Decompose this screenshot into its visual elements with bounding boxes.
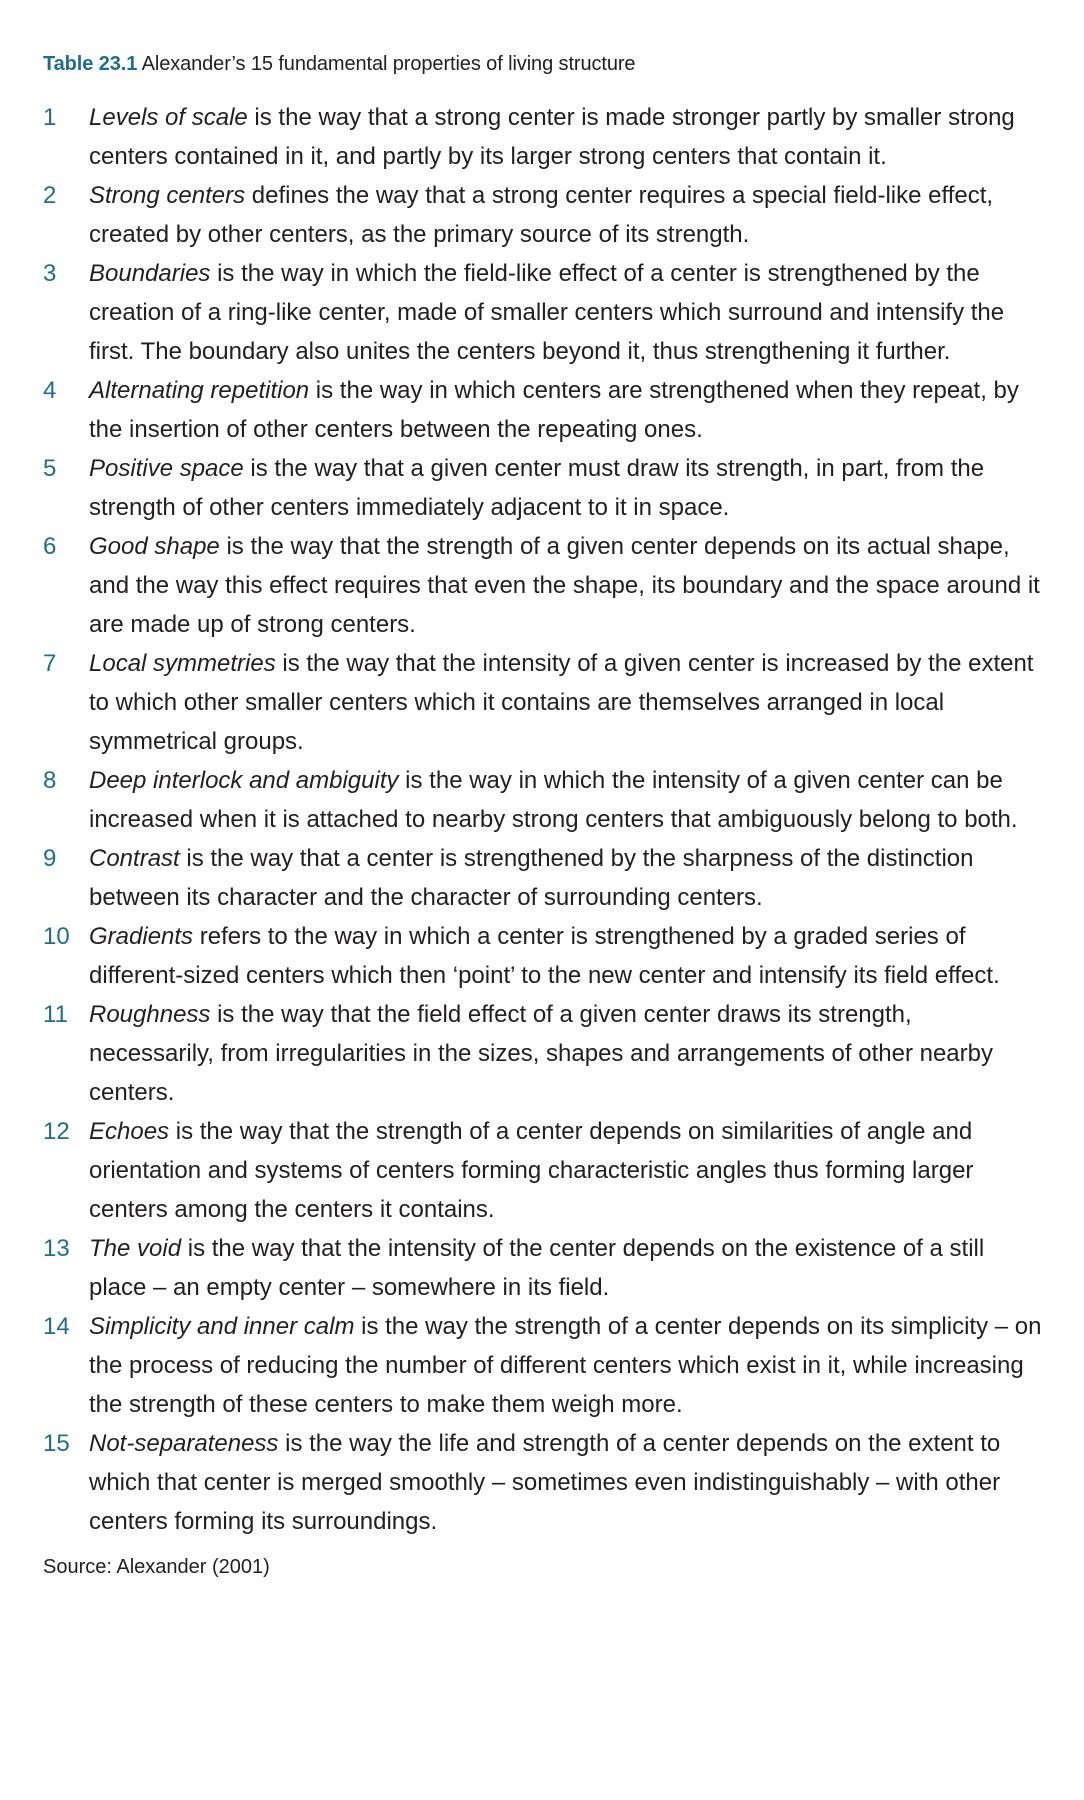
list-item	[43, 839, 1043, 917]
item-term: Boundaries	[89, 260, 211, 287]
item-description: is the way that the field effect of a given center draws its strength, necessarily, from irregularities in the sizes, shapes and arrangements of other nearby centers.	[89, 1001, 993, 1106]
item-term: Not-separateness	[89, 1430, 279, 1457]
item-term: Deep interlock and ambiguity	[89, 767, 399, 794]
list-item	[43, 1307, 1043, 1424]
list-item	[43, 527, 1043, 644]
item-term: Echoes	[89, 1118, 170, 1145]
item-description: is the way in which the field-like effect of a center is strengthened by the creation of a ring-like center, made of smaller centers which surround and intensify the first. The boundary also unites the centers beyond it, thus strengthening it further.	[89, 260, 1005, 365]
item-description: is the way that the intensity of the center depends on the existence of a still place – an empty center – somewhere in its field.	[89, 1235, 985, 1301]
item-text	[89, 176, 1043, 254]
item-term: Simplicity and inner calm	[89, 1313, 355, 1340]
table-source: Source: Alexander (2001)	[43, 1556, 270, 1578]
item-description: refers to the way in which a center is strengthened by a graded series of different-sized centers which then ‘point’ to the new center and intensify its field effect.	[89, 923, 1000, 989]
item-number: 9	[43, 845, 57, 872]
item-text	[89, 1424, 1043, 1541]
item-text	[89, 995, 1043, 1112]
list-item	[43, 1112, 1043, 1229]
item-text	[89, 527, 1043, 644]
item-description: is the way that a strong center is made stronger partly by smaller strong centers contained in it, and partly by its larger strong centers that contain it.	[89, 104, 1015, 170]
item-term: Gradients	[89, 923, 194, 950]
item-number: 7	[43, 650, 57, 677]
list-item	[43, 254, 1043, 371]
list-item	[43, 449, 1043, 527]
item-description: is the way the strength of a center depends on its simplicity – on the process of reducing the number of different centers which exist in it, while increasing the strength of these centers to make them weigh more.	[89, 1313, 1042, 1418]
table-title: Alexander’s 15 fundamental properties of living structure	[141, 53, 636, 75]
item-term: Contrast	[89, 845, 180, 872]
item-number: 6	[43, 533, 57, 560]
item-number: 2	[43, 182, 57, 209]
item-description: is the way in which centers are strengthened when they repeat, by the insertion of other centers between the repeating ones.	[89, 377, 1019, 443]
table-caption	[43, 50, 1043, 78]
item-number: 11	[43, 1001, 68, 1028]
properties-list	[43, 98, 1043, 1541]
item-text	[89, 644, 1043, 761]
item-text	[89, 839, 1043, 917]
table-label: Table 23.1	[43, 53, 138, 75]
list-item	[43, 917, 1043, 995]
item-description: is the way the life and strength of a center depends on the extent to which that center is merged smoothly – sometimes even indistinguishably – with other centers forming its surroundings.	[89, 1430, 1001, 1535]
item-number: 10	[43, 923, 70, 950]
item-description: is the way that the strength of a center depends on similarities of angle and orientation and systems of centers forming characteristic angles thus forming larger centers among the centers it contains.	[89, 1118, 974, 1223]
item-text	[89, 449, 1043, 527]
item-description: is the way in which the intensity of a given center can be increased when it is attached to nearby strong centers that ambiguously belong to both.	[89, 767, 1018, 833]
list-item	[43, 995, 1043, 1112]
item-number: 5	[43, 455, 57, 482]
item-term: The void	[89, 1235, 182, 1262]
item-term: Strong centers	[89, 182, 246, 209]
item-text	[89, 98, 1043, 176]
item-text	[89, 371, 1043, 449]
item-number: 1	[43, 104, 57, 131]
item-term: Good shape	[89, 533, 220, 560]
item-text	[89, 254, 1043, 371]
item-term: Local symmetries	[89, 650, 276, 677]
item-number: 14	[43, 1313, 70, 1340]
item-term: Alternating repetition	[89, 377, 310, 404]
item-number: 12	[43, 1118, 70, 1145]
list-item	[43, 644, 1043, 761]
item-term: Positive space	[89, 455, 244, 482]
item-text	[89, 761, 1043, 839]
item-number: 13	[43, 1235, 70, 1262]
item-description: is the way that a center is strengthened by the sharpness of the distinction between its character and the character of surrounding centers.	[89, 845, 974, 911]
item-term: Roughness	[89, 1001, 211, 1028]
list-item	[43, 98, 1043, 176]
item-text	[89, 917, 1043, 995]
list-item	[43, 1424, 1043, 1541]
list-item	[43, 371, 1043, 449]
table-page	[43, 50, 1043, 1581]
list-item	[43, 1229, 1043, 1307]
item-term: Levels of scale	[89, 104, 248, 131]
item-text	[89, 1229, 1043, 1307]
item-number: 4	[43, 377, 57, 404]
item-description: is the way that a given center must draw its strength, in part, from the strength of other centers immediately adjacent to it in space.	[89, 455, 985, 521]
item-text	[89, 1112, 1043, 1229]
item-number: 8	[43, 767, 57, 794]
list-item	[43, 176, 1043, 254]
list-item	[43, 761, 1043, 839]
item-text	[89, 1307, 1043, 1424]
item-number: 3	[43, 260, 57, 287]
item-number: 15	[43, 1430, 70, 1457]
item-description: is the way that the strength of a given center depends on its actual shape, and the way this effect requires that even the shape, its boundary and the space around it are made up of strong centers.	[89, 533, 1040, 638]
item-description: is the way that the intensity of a given center is increased by the extent to which other smaller centers which it contains are themselves arranged in local symmetrical groups.	[89, 650, 1034, 755]
item-description: defines the way that a strong center requires a special field-like effect, created by other centers, as the primary source of its strength.	[89, 182, 994, 248]
